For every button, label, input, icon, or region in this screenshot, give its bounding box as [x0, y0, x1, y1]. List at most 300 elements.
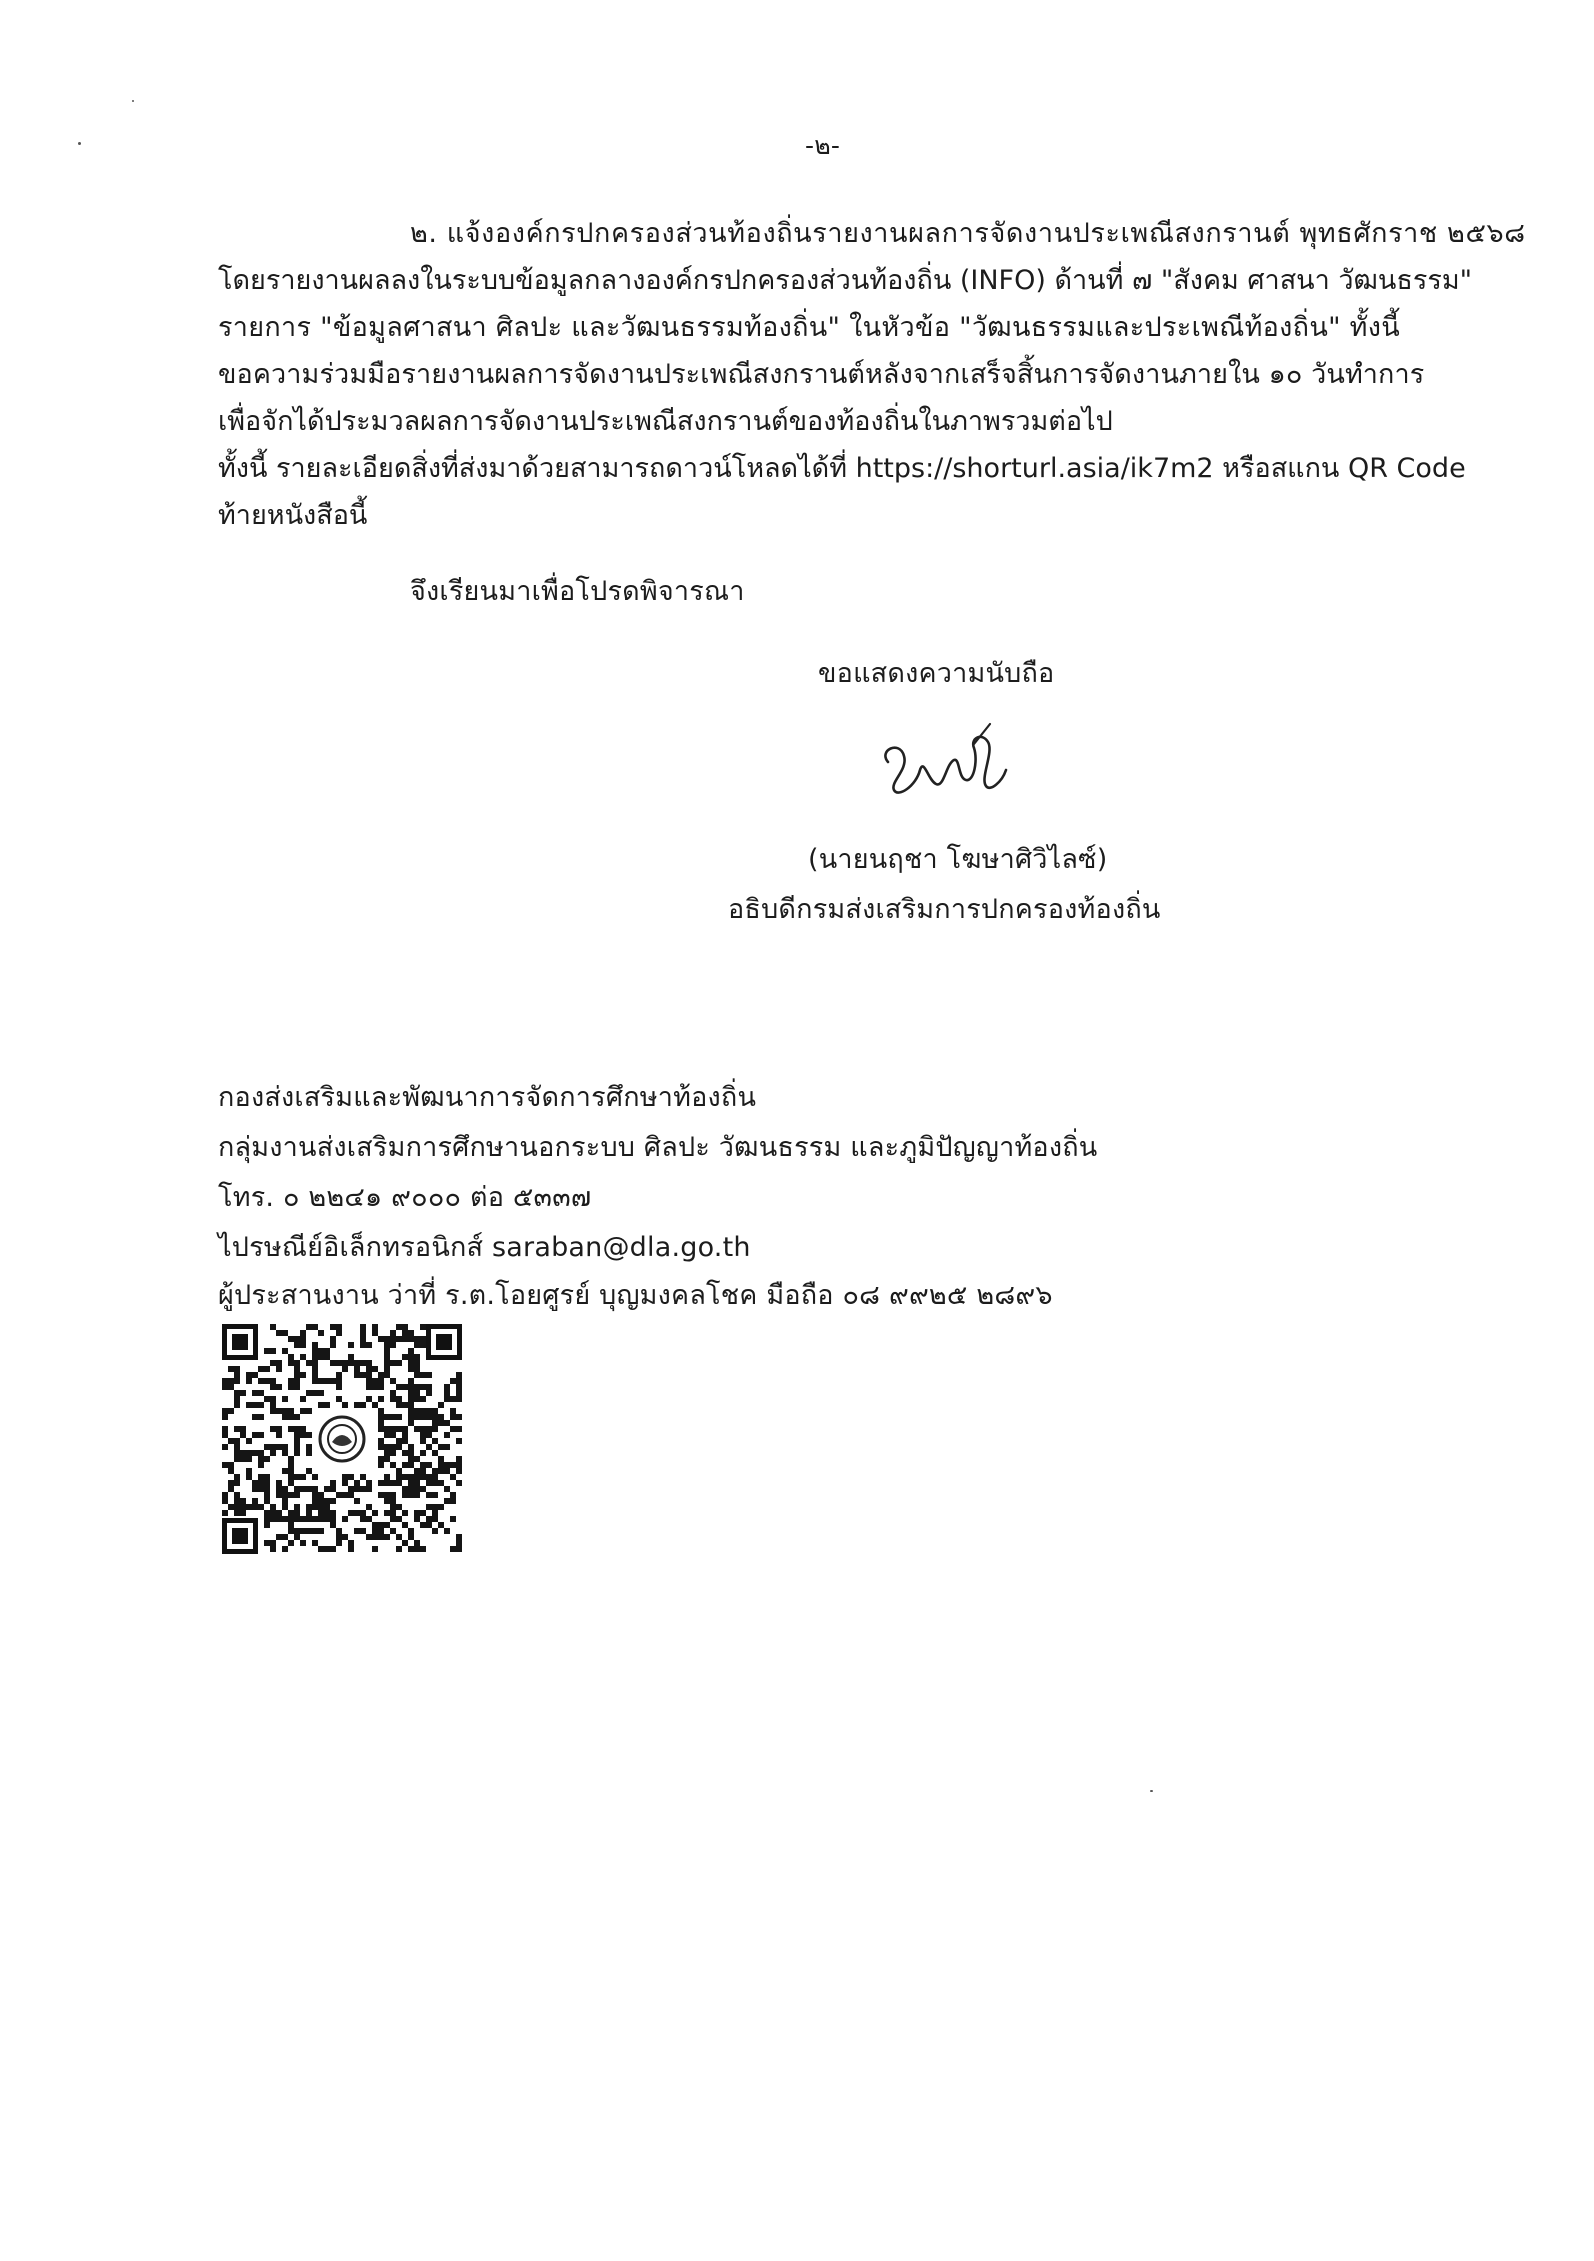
qr-module — [384, 1474, 390, 1480]
qr-module — [390, 1396, 396, 1402]
qr-module — [426, 1474, 432, 1480]
qr-module — [300, 1486, 306, 1492]
signature — [870, 720, 1020, 810]
qr-module — [420, 1408, 426, 1414]
qr-module — [348, 1342, 354, 1348]
qr-module — [294, 1438, 300, 1444]
qr-module — [396, 1426, 402, 1432]
qr-module — [390, 1462, 396, 1468]
qr-module — [336, 1492, 342, 1498]
qr-module — [336, 1384, 342, 1390]
qr-module — [354, 1528, 360, 1534]
qr-module — [372, 1510, 378, 1516]
qr-module — [222, 1462, 228, 1468]
qr-module — [228, 1408, 234, 1414]
qr-module — [270, 1450, 276, 1456]
qr-module — [270, 1510, 276, 1516]
qr-module — [324, 1402, 330, 1408]
qr-code-icon — [218, 1320, 466, 1558]
qr-module — [264, 1540, 270, 1546]
qr-module — [318, 1348, 324, 1354]
qr-module — [372, 1378, 378, 1384]
qr-module — [270, 1516, 276, 1522]
qr-module — [330, 1510, 336, 1516]
qr-module — [378, 1420, 384, 1426]
qr-module — [390, 1492, 396, 1498]
qr-module — [282, 1516, 288, 1522]
qr-module — [378, 1456, 384, 1462]
qr-module — [384, 1480, 390, 1486]
qr-module — [360, 1528, 366, 1534]
qr-module — [372, 1366, 378, 1372]
qr-module — [282, 1396, 288, 1402]
qr-module — [360, 1402, 366, 1408]
qr-module — [390, 1528, 396, 1534]
qr-module — [258, 1456, 264, 1462]
qr-module — [294, 1534, 300, 1540]
qr-module — [378, 1492, 384, 1498]
qr-module — [246, 1378, 252, 1384]
qr-module — [456, 1426, 462, 1432]
qr-module — [366, 1366, 372, 1372]
qr-module — [288, 1336, 294, 1342]
qr-module — [396, 1480, 402, 1486]
qr-module — [456, 1390, 462, 1396]
qr-module — [312, 1390, 318, 1396]
qr-module — [444, 1396, 450, 1402]
qr-module — [294, 1372, 300, 1378]
qr-module — [264, 1444, 270, 1450]
qr-module — [414, 1354, 420, 1360]
qr-module — [390, 1336, 396, 1342]
qr-module — [366, 1372, 372, 1378]
qr-module — [360, 1360, 366, 1366]
qr-module — [252, 1402, 258, 1408]
qr-module — [438, 1522, 444, 1528]
qr-module — [444, 1420, 450, 1426]
qr-module — [246, 1402, 252, 1408]
qr-module — [240, 1504, 246, 1510]
qr-module — [306, 1516, 312, 1522]
qr-module — [318, 1498, 324, 1504]
qr-module — [330, 1378, 336, 1384]
qr-finder-top-left — [222, 1324, 258, 1360]
qr-module — [342, 1366, 348, 1372]
qr-module — [390, 1498, 396, 1504]
qr-module — [234, 1444, 240, 1450]
qr-module — [282, 1492, 288, 1498]
qr-module — [288, 1474, 294, 1480]
qr-module — [456, 1378, 462, 1384]
qr-module — [330, 1336, 336, 1342]
qr-module — [390, 1510, 396, 1516]
qr-module — [426, 1522, 432, 1528]
qr-module — [288, 1360, 294, 1366]
qr-module — [426, 1492, 432, 1498]
qr-module — [246, 1456, 252, 1462]
qr-module — [396, 1360, 402, 1366]
qr-module — [222, 1498, 228, 1504]
qr-module — [456, 1384, 462, 1390]
qr-module — [426, 1372, 432, 1378]
qr-module — [414, 1390, 420, 1396]
qr-module — [264, 1510, 270, 1516]
qr-module — [246, 1372, 252, 1378]
qr-module — [264, 1498, 270, 1504]
qr-module — [354, 1402, 360, 1408]
qr-module — [300, 1426, 306, 1432]
qr-module — [318, 1492, 324, 1498]
qr-module — [342, 1534, 348, 1540]
qr-module — [444, 1498, 450, 1504]
qr-module — [306, 1528, 312, 1534]
body-line: รายการ "ข้อมูลศาสนา ศิลปะ และวัฒนธรรมท้องถิ่น" ในหัวข้อ "วัฒนธรรมและประเพณีท้องถิ่น" ทั้งนี้ — [218, 312, 1401, 343]
qr-module — [336, 1372, 342, 1378]
qr-module — [258, 1504, 264, 1510]
qr-module — [402, 1330, 408, 1336]
qr-module — [312, 1378, 318, 1384]
qr-module — [456, 1546, 462, 1552]
qr-module — [306, 1390, 312, 1396]
qr-module — [336, 1540, 342, 1546]
qr-module — [384, 1444, 390, 1450]
qr-module — [396, 1384, 402, 1390]
qr-module — [288, 1522, 294, 1528]
qr-module — [408, 1378, 414, 1384]
qr-module — [318, 1528, 324, 1534]
qr-module — [336, 1396, 342, 1402]
qr-module — [252, 1504, 258, 1510]
qr-module — [372, 1384, 378, 1390]
qr-module — [330, 1498, 336, 1504]
qr-module — [294, 1516, 300, 1522]
qr-module — [294, 1486, 300, 1492]
qr-module — [234, 1402, 240, 1408]
qr-module — [396, 1336, 402, 1342]
qr-module — [372, 1546, 378, 1552]
qr-module — [372, 1402, 378, 1408]
qr-module — [402, 1402, 408, 1408]
qr-code[interactable] — [218, 1320, 466, 1558]
qr-module — [342, 1360, 348, 1366]
qr-module — [420, 1450, 426, 1456]
qr-module — [396, 1516, 402, 1522]
qr-module — [450, 1498, 456, 1504]
qr-module — [414, 1480, 420, 1486]
qr-module — [420, 1438, 426, 1444]
qr-module — [288, 1492, 294, 1498]
qr-module — [396, 1474, 402, 1480]
qr-module — [318, 1510, 324, 1516]
qr-module — [360, 1510, 366, 1516]
qr-module — [378, 1522, 384, 1528]
qr-module — [366, 1342, 372, 1348]
qr-module — [360, 1372, 366, 1378]
qr-module — [336, 1360, 342, 1366]
qr-module — [414, 1396, 420, 1402]
qr-module — [420, 1324, 426, 1330]
qr-module — [450, 1378, 456, 1384]
qr-module — [408, 1366, 414, 1372]
qr-module — [402, 1438, 408, 1444]
qr-module — [390, 1450, 396, 1456]
qr-module — [318, 1504, 324, 1510]
qr-module — [432, 1510, 438, 1516]
qr-module — [348, 1510, 354, 1516]
qr-module — [450, 1426, 456, 1432]
signer-position: อธิบดีกรมส่งเสริมการปกครองท้องถิ่น — [728, 894, 1161, 925]
qr-module — [432, 1504, 438, 1510]
qr-module — [348, 1360, 354, 1366]
qr-module — [432, 1414, 438, 1420]
qr-module — [420, 1474, 426, 1480]
qr-module — [306, 1360, 312, 1366]
body-line: โดยรายงานผลลงในระบบข้อมูลกลางองค์กรปกครองส่วนท้องถิ่น (INFO) ด้านที่ ๗ "สังคม ศาสนา วัฒนธรรม" — [218, 265, 1473, 296]
qr-module — [456, 1396, 462, 1402]
qr-module — [408, 1360, 414, 1366]
qr-module — [264, 1378, 270, 1384]
qr-module — [408, 1330, 414, 1336]
qr-module — [276, 1330, 282, 1336]
qr-module — [438, 1504, 444, 1510]
qr-module — [300, 1342, 306, 1348]
qr-module — [366, 1516, 372, 1522]
qr-module — [402, 1522, 408, 1528]
qr-module — [294, 1366, 300, 1372]
qr-module — [414, 1456, 420, 1462]
qr-module — [336, 1528, 342, 1534]
qr-module — [426, 1444, 432, 1450]
qr-module — [456, 1414, 462, 1420]
qr-module — [420, 1462, 426, 1468]
qr-module — [360, 1486, 366, 1492]
qr-module — [330, 1360, 336, 1366]
qr-module — [342, 1516, 348, 1522]
qr-module — [438, 1462, 444, 1468]
qr-module — [234, 1480, 240, 1486]
qr-module — [258, 1474, 264, 1480]
qr-module — [420, 1510, 426, 1516]
qr-module — [294, 1342, 300, 1348]
qr-module — [402, 1354, 408, 1360]
qr-module — [420, 1468, 426, 1474]
qr-module — [324, 1486, 330, 1492]
qr-module — [378, 1378, 384, 1384]
qr-module — [408, 1456, 414, 1462]
qr-module — [270, 1402, 276, 1408]
qr-module — [426, 1426, 432, 1432]
qr-module — [312, 1348, 318, 1354]
qr-module — [408, 1402, 414, 1408]
qr-module — [312, 1474, 318, 1480]
qr-module — [282, 1534, 288, 1540]
qr-module — [336, 1378, 342, 1384]
qr-module — [288, 1384, 294, 1390]
qr-module — [264, 1366, 270, 1372]
qr-module — [294, 1360, 300, 1366]
qr-module — [420, 1522, 426, 1528]
qr-module — [270, 1348, 276, 1354]
qr-module — [426, 1504, 432, 1510]
qr-module — [456, 1540, 462, 1546]
qr-module — [456, 1534, 462, 1540]
qr-module — [426, 1516, 432, 1522]
contact-group: กลุ่มงานส่งเสริมการศึกษานอกระบบ ศิลปะ วัฒนธรรม และภูมิปัญญาท้องถิ่น — [218, 1132, 1098, 1163]
qr-module — [414, 1486, 420, 1492]
qr-module — [360, 1474, 366, 1480]
qr-module — [252, 1390, 258, 1396]
qr-module — [294, 1510, 300, 1516]
qr-module — [384, 1348, 390, 1354]
qr-module — [390, 1504, 396, 1510]
qr-module — [450, 1396, 456, 1402]
qr-module — [438, 1480, 444, 1486]
qr-module — [336, 1324, 342, 1330]
qr-module — [330, 1486, 336, 1492]
qr-module — [360, 1330, 366, 1336]
body-line: ทั้งนี้ รายละเอียดสิ่งที่ส่งมาด้วยสามารถดาวน์โหลดได้ที่ https://shorturl.asia/ik7m2 หรือสแกน QR Code — [218, 453, 1466, 484]
body-line: ท้ายหนังสือนี้ — [218, 500, 368, 531]
qr-module — [336, 1534, 342, 1540]
qr-module — [288, 1462, 294, 1468]
qr-module — [408, 1384, 414, 1390]
qr-module — [414, 1510, 420, 1516]
qr-module — [324, 1498, 330, 1504]
qr-module — [294, 1528, 300, 1534]
qr-module — [408, 1450, 414, 1456]
qr-module — [294, 1336, 300, 1342]
qr-module — [282, 1546, 288, 1552]
qr-module — [444, 1384, 450, 1390]
qr-module — [390, 1516, 396, 1522]
qr-module — [306, 1486, 312, 1492]
qr-module — [276, 1360, 282, 1366]
salutation: ขอแสดงความนับถือ — [818, 658, 1055, 689]
qr-module — [438, 1420, 444, 1426]
qr-module — [414, 1540, 420, 1546]
qr-module — [300, 1528, 306, 1534]
qr-module — [450, 1516, 456, 1522]
qr-module — [342, 1492, 348, 1498]
qr-finder-bottom-left — [222, 1518, 258, 1554]
qr-module — [258, 1414, 264, 1420]
qr-module — [354, 1372, 360, 1378]
qr-module — [288, 1414, 294, 1420]
qr-module — [414, 1372, 420, 1378]
qr-module — [312, 1498, 318, 1504]
qr-module — [390, 1330, 396, 1336]
qr-module — [312, 1372, 318, 1378]
qr-module — [234, 1450, 240, 1456]
qr-module — [420, 1426, 426, 1432]
qr-module — [288, 1540, 294, 1546]
qr-module — [402, 1486, 408, 1492]
qr-module — [414, 1360, 420, 1366]
qr-module — [222, 1408, 228, 1414]
qr-module — [444, 1390, 450, 1396]
qr-module — [372, 1534, 378, 1540]
qr-module — [294, 1492, 300, 1498]
qr-module — [354, 1360, 360, 1366]
qr-module — [282, 1498, 288, 1504]
qr-module — [432, 1516, 438, 1522]
qr-module — [276, 1516, 282, 1522]
qr-module — [378, 1408, 384, 1414]
contact-coordinator: ผู้ประสานงาน ว่าที่ ร.ต.โอยศูรย์ บุญมงคลโชค มือถือ ๐๘ ๙๙๒๕ ๒๘๙๖ — [218, 1280, 1053, 1311]
qr-module — [324, 1348, 330, 1354]
scan-speck — [1150, 1790, 1153, 1792]
qr-module — [294, 1426, 300, 1432]
qr-module — [408, 1534, 414, 1540]
qr-module — [312, 1324, 318, 1330]
qr-module — [396, 1534, 402, 1540]
qr-module — [342, 1480, 348, 1486]
qr-module — [234, 1426, 240, 1432]
qr-module — [420, 1372, 426, 1378]
qr-module — [408, 1390, 414, 1396]
qr-module — [420, 1336, 426, 1342]
qr-module — [258, 1378, 264, 1384]
qr-module — [234, 1372, 240, 1378]
qr-module — [444, 1432, 450, 1438]
qr-module — [402, 1474, 408, 1480]
qr-module — [252, 1372, 258, 1378]
qr-module — [426, 1462, 432, 1468]
qr-module — [318, 1546, 324, 1552]
qr-module — [228, 1384, 234, 1390]
qr-module — [252, 1450, 258, 1456]
qr-module — [312, 1354, 318, 1360]
qr-module — [282, 1450, 288, 1456]
qr-module — [378, 1336, 384, 1342]
qr-module — [378, 1438, 384, 1444]
qr-module — [390, 1426, 396, 1432]
qr-module — [282, 1468, 288, 1474]
qr-module — [414, 1384, 420, 1390]
qr-module — [408, 1486, 414, 1492]
qr-module — [300, 1372, 306, 1378]
qr-module — [384, 1492, 390, 1498]
contact-email: ไปรษณีย์อิเล็กทรอนิกส์ saraban@dla.go.th — [218, 1232, 751, 1263]
qr-module — [312, 1360, 318, 1366]
qr-module — [288, 1510, 294, 1516]
qr-module — [408, 1462, 414, 1468]
qr-module — [414, 1342, 420, 1348]
qr-module — [432, 1480, 438, 1486]
qr-module — [414, 1468, 420, 1474]
qr-module — [270, 1378, 276, 1384]
qr-module — [438, 1402, 444, 1408]
qr-module — [390, 1390, 396, 1396]
qr-module — [432, 1438, 438, 1444]
qr-module — [294, 1444, 300, 1450]
qr-module — [444, 1462, 450, 1468]
qr-module — [300, 1396, 306, 1402]
qr-module — [246, 1468, 252, 1474]
qr-module — [270, 1324, 276, 1330]
qr-module — [408, 1354, 414, 1360]
qr-module — [234, 1492, 240, 1498]
scan-speck — [78, 142, 81, 145]
qr-module — [240, 1390, 246, 1396]
qr-module — [444, 1444, 450, 1450]
qr-module — [288, 1456, 294, 1462]
qr-module — [384, 1450, 390, 1456]
qr-module — [390, 1360, 396, 1366]
qr-module — [396, 1504, 402, 1510]
qr-module — [300, 1540, 306, 1546]
qr-module — [306, 1468, 312, 1474]
